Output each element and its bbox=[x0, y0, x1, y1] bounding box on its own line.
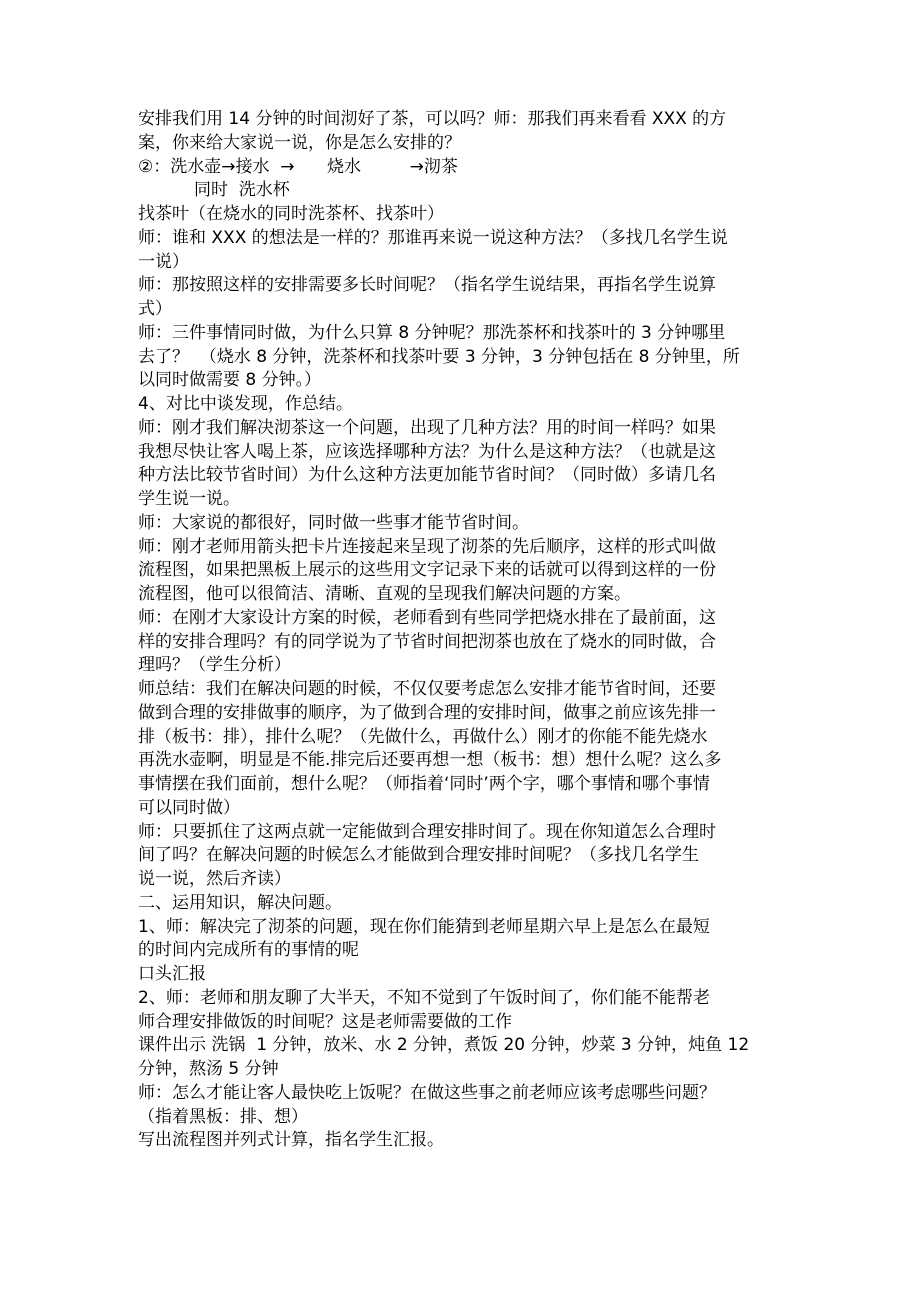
text-line: 师：大家说的都很好，同时做一些事才能节省时间。 bbox=[138, 512, 529, 533]
text-line: 理吗？（学生分析） bbox=[138, 655, 291, 676]
text-line: 流程图，他可以很简洁、清晰、直观的呈现我们解决问题的方案。 bbox=[138, 584, 631, 604]
paragraph-question bbox=[138, 1082, 778, 1130]
text-line: 师：只要抓住了这两点就一定能做到合理安排时间了。现在你知道怎么合理时 bbox=[138, 821, 716, 842]
flow-diagram-text bbox=[138, 156, 778, 204]
text-line: 排（板书：排），排什么呢？（先做什么，再做什么）刚才的你能不能先烧水 bbox=[138, 726, 708, 747]
text-line: 师：那按照这样的安排需要多长时间呢？（指名学生说结果，再指名学生说算 bbox=[138, 275, 716, 296]
text-line: 二、运用知识，解决问题。 bbox=[138, 892, 342, 913]
paragraph-methods bbox=[138, 417, 778, 512]
text-line: 式） bbox=[138, 299, 172, 319]
paragraph-eight-minutes bbox=[138, 322, 778, 393]
text-line: 2、师：老师和朋友聊了大半天，不知不觉到了午饭时间了，你们能不能帮老 bbox=[138, 987, 710, 1008]
flow-sub-line: 同时 洗水杯 bbox=[194, 180, 290, 201]
paragraph-summary bbox=[138, 678, 778, 821]
paragraph-final bbox=[138, 1129, 778, 1153]
text-line: 的时间内完成所有的事情的呢 bbox=[138, 940, 359, 961]
text-line: 4、对比中谈发现，作总结。 bbox=[138, 394, 353, 414]
text-line: 样的安排合理吗？有的同学说为了节省时间把沏茶也放在了烧水的同时做，合 bbox=[138, 631, 716, 652]
paragraph-find-tea bbox=[138, 203, 778, 227]
document-page bbox=[138, 108, 778, 1153]
text-line: 去了？ （烧水 8 分钟，洗茶杯和找茶叶要 3 分钟，3 分钟包括在 8 分钟里，所 bbox=[138, 346, 740, 367]
paragraph-save-time bbox=[138, 512, 778, 536]
text-line: 分钟，熬汤 5 分钟 bbox=[138, 1059, 279, 1079]
text-line: 师：刚才我们解决沏茶这一个问题，出现了几种方法？用的时间一样吗？如果 bbox=[138, 417, 716, 438]
text-line: 师：怎么才能让客人最快吃上饭呢？在做这些事之前老师应该考虑哪些问题？ bbox=[138, 1082, 716, 1103]
paragraph-two-points bbox=[138, 821, 778, 892]
paragraph-how-long bbox=[138, 274, 778, 322]
paragraph-tasks bbox=[138, 1034, 778, 1082]
text-line: 我想尽快让客人喝上茶，应该选择哪种方法？为什么是这种方法？（也就是这 bbox=[138, 441, 716, 462]
text-line: 间了吗？在解决问题的时候怎么才能做到合理安排时间呢？（多找几名学生 bbox=[138, 845, 699, 866]
text-line: 找茶叶（在烧水的同时洗茶杯、找茶叶） bbox=[138, 204, 444, 224]
text-line: 案，你来给大家说一说，你是怎么安排的？ bbox=[138, 132, 461, 153]
text-line: 学生说一说。 bbox=[138, 489, 240, 509]
paragraph-flowchart bbox=[138, 536, 778, 607]
text-line: 可以同时做） bbox=[138, 797, 240, 818]
text-line: 写出流程图并列式计算，指名学生汇报。 bbox=[138, 1130, 444, 1151]
text-line: 安排我们用 14 分钟的时间沏好了茶，可以吗？师：那我们再来看看 XXX 的方 bbox=[138, 109, 727, 129]
text-line: 师总结：我们在解决问题的时候，不仅仅要考虑怎么安排才能节省时间，还要 bbox=[138, 679, 716, 699]
text-line: 师：谁和 XXX 的想法是一样的？那谁再来说一说这种方法？（多找几名学生说 bbox=[138, 227, 728, 248]
text-line: 1、师：解决完了沏茶的问题，现在你们能猜到老师星期六早上是怎么在最短 bbox=[138, 916, 710, 937]
text-line: 说一说，然后齐读） bbox=[138, 869, 291, 889]
text-line: 以同时做需要 8 分钟。） bbox=[138, 370, 322, 391]
paragraph-reasonable bbox=[138, 607, 778, 678]
text-line: 做到合理的安排做事的顺序，为了做到合理的安排时间，做事之前应该先排一 bbox=[138, 702, 716, 723]
paragraph-lunch bbox=[138, 987, 778, 1035]
flow-main-line: ②：洗水壶→接水 → 烧水 →沏茶 bbox=[138, 156, 458, 177]
paragraph-intro bbox=[138, 108, 778, 156]
text-line: 口头汇报 bbox=[138, 964, 206, 984]
text-line: （指着黑板：排、想） bbox=[138, 1106, 308, 1127]
text-line: 流程图，如果把黑板上展示的这些用文字记录下来的话就可以得到这样的一份 bbox=[138, 560, 716, 581]
text-line: 师合理安排做饭的时间呢？这是老师需要做的工作 bbox=[138, 1011, 512, 1032]
text-line: 一说） bbox=[138, 251, 189, 272]
paragraph-oral-report bbox=[138, 963, 778, 987]
text-line: 师：三件事情同时做，为什么只算 8 分钟呢？那洗茶杯和找茶叶的 3 分钟哪里 bbox=[138, 322, 726, 343]
paragraph-saturday bbox=[138, 916, 778, 964]
paragraph-same-idea bbox=[138, 227, 778, 275]
text-line: 事情摆在我们面前，想什么呢？（师指着‘同时’两个字，哪个事情和哪个事情 bbox=[138, 774, 710, 794]
text-line: 师：刚才老师用箭头把卡片连接起来呈现了沏茶的先后顺序，这样的形式叫做 bbox=[138, 536, 716, 557]
section-heading-compare bbox=[138, 393, 778, 417]
text-line: 种方法比较节省时间）为什么这种方法更加能节省时间？（同时做）多请几名 bbox=[138, 465, 716, 486]
text-line: 再洗水壶啊，明显是不能.排完后还要再想一想（板书：想）想什么呢？这么多 bbox=[138, 750, 722, 771]
text-line: 师：在刚才大家设计方案的时候，老师看到有些同学把烧水排在了最前面，这 bbox=[138, 607, 716, 628]
section-heading-apply bbox=[138, 892, 778, 916]
text-line: 课件出示 洗锅 1 分钟，放米、水 2 分钟，煮饭 20 分钟，炒菜 3 分钟，炖鱼 12 bbox=[138, 1035, 750, 1056]
